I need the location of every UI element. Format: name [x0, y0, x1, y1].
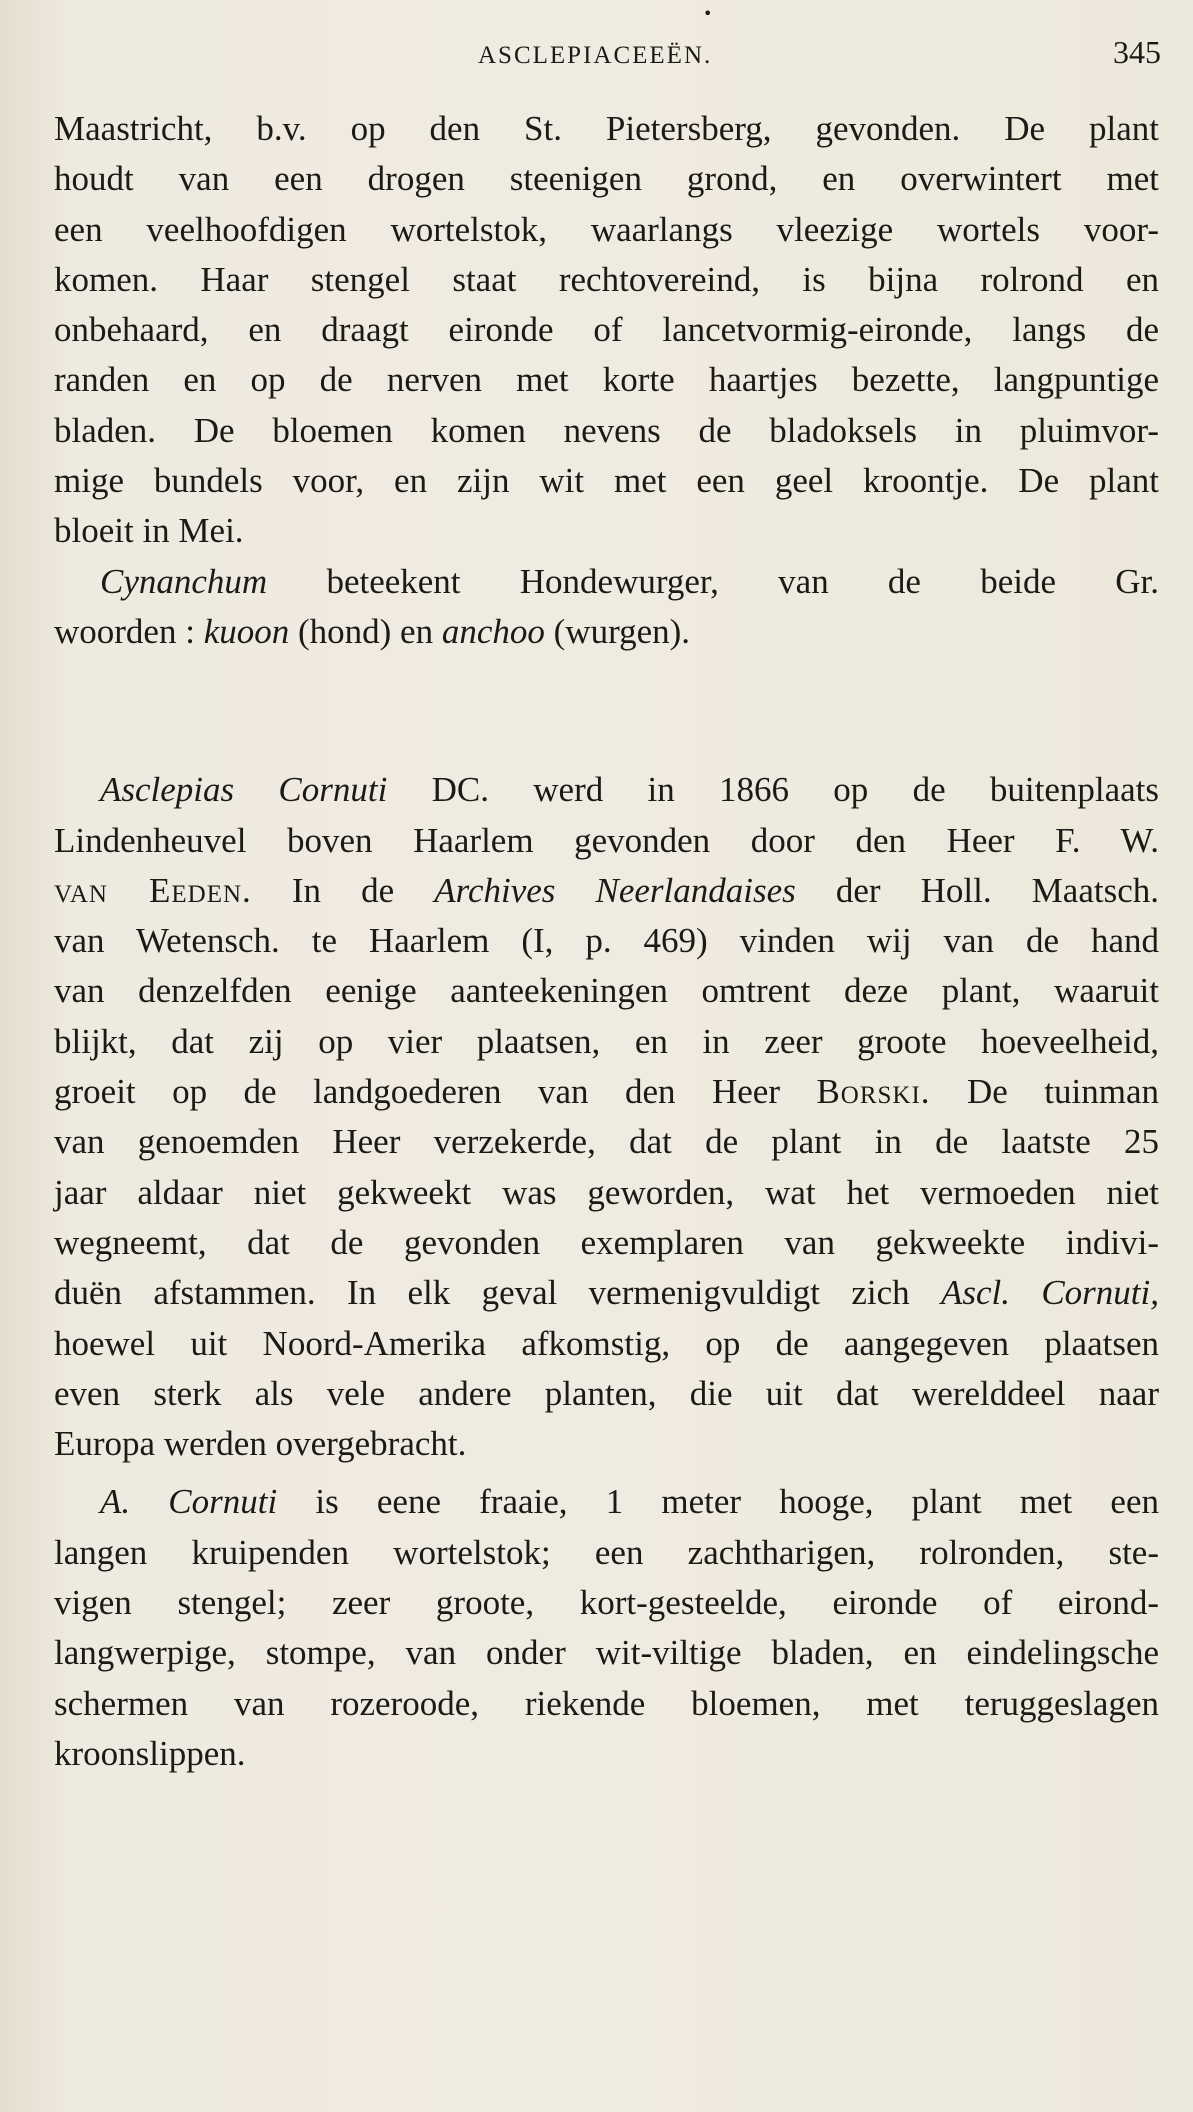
text-line — [54, 866, 1159, 916]
text-span: woorden : — [54, 611, 204, 651]
text-line: houdt van een drogen steenigen grond, en overwintert met — [54, 159, 1159, 199]
text-line: bladen. De bloemen komen nevens de bladoksels in pluimvor- — [54, 410, 1159, 450]
section-gap — [54, 657, 1159, 765]
journal-title: Archives Neerlandaises — [434, 870, 796, 910]
paragraph-2 — [54, 557, 1159, 658]
paragraph-3 — [54, 765, 1159, 1469]
text-line: onbehaard, en draagt eironde of lancetvormig-eironde, langs de — [54, 310, 1159, 350]
text-line: vigen stengel; zeer groote, kort-gesteelde, eironde of eirond- — [54, 1583, 1159, 1623]
text-span: duën afstammen. In elk geval vermenigvuldigt zich — [54, 1273, 941, 1313]
text-line: blijkt, dat zij op vier plaatsen, en in zeer groote hoeveelheid, — [54, 1021, 1159, 1061]
greek-word: kuoon — [203, 611, 290, 651]
text-span: is eene fraaie, 1 meter hooge, plant met een — [277, 1482, 1159, 1522]
text-line: wegneemt, dat de gevonden exemplaren van gekweekte indivi- — [54, 1222, 1159, 1262]
text-span: (hond) en — [289, 611, 442, 651]
text-span: (wurgen). — [544, 611, 691, 651]
text-line: bloeit in Mei. — [54, 511, 244, 551]
genus-name: Cynanchum — [100, 561, 268, 601]
person-name: van Eeden. — [54, 870, 252, 910]
text-line: langen kruipenden wortelstok; een zachtharigen, rolronden, ste- — [54, 1532, 1159, 1572]
person-name: Borski. — [816, 1072, 931, 1112]
text-span: der Holl. Maatsch. — [795, 870, 1159, 910]
text-line — [54, 1268, 1159, 1318]
page-header — [0, 4, 1193, 74]
species-name: Ascl. Cornuti, — [940, 1273, 1159, 1313]
text-line: langwerpige, stompe, van onder wit-viltige bladen, en eindelingsche — [54, 1633, 1159, 1673]
species-name: Asclepias Cornuti — [100, 770, 388, 810]
text-line — [54, 765, 1159, 815]
text-line: schermen van rozeroode, riekende bloemen, met teruggeslagen — [54, 1683, 1159, 1723]
text-span: De tuinman — [930, 1072, 1159, 1112]
text-line: komen. Haar stengel staat rechtovereind, is bijna rolrond en — [54, 259, 1159, 299]
species-name: A. Cornuti — [100, 1482, 278, 1522]
text-line: kroonslippen. — [54, 1733, 246, 1773]
paragraph-1 — [54, 104, 1159, 557]
paragraph-4 — [54, 1477, 1159, 1779]
text-line: van Wetensch. te Haarlem (I, p. 469) vinden wij van de hand — [54, 921, 1159, 961]
greek-word: anchoo — [441, 611, 545, 651]
text-line — [54, 557, 1159, 607]
text-span: DC. werd in 1866 op de buitenplaats — [387, 770, 1160, 810]
running-title: ASCLEPIACEEËN. — [478, 42, 713, 69]
text-line: even sterk als vele andere planten, die uit dat werelddeel naar — [54, 1373, 1159, 1413]
text-span: groeit op de landgoederen van den Heer — [54, 1072, 817, 1112]
text-line: Lindenheuvel boven Haarlem gevonden door den Heer F. W. — [54, 820, 1159, 860]
ink-dot: • — [703, 4, 713, 23]
text-span: In de — [251, 870, 435, 910]
text-line — [54, 1067, 1159, 1117]
text-line — [54, 1477, 1159, 1527]
text-line: van denzelfden eenige aanteekeningen omtrent deze plant, waaruit — [54, 971, 1159, 1011]
text-line: een veelhoofdigen wortelstok, waarlangs vleezige wortels voor- — [54, 209, 1159, 249]
page-body — [54, 104, 1159, 1779]
paragraph-gap — [54, 1469, 1159, 1477]
text-line — [54, 607, 1159, 657]
text-line: hoewel uit Noord-Amerika afkomstig, op de aangegeven plaatsen — [54, 1323, 1159, 1363]
text-span: beteekent Hondewurger, van de beide Gr. — [267, 561, 1159, 601]
text-line: randen en op de nerven met korte haartjes bezette, langpuntige — [54, 360, 1159, 400]
text-line: Maastricht, b.v. op den St. Pietersberg, gevonden. De plant — [54, 109, 1159, 148]
page-number: 345 — [1113, 34, 1161, 70]
text-line: mige bundels voor, en zijn wit met een geel kroontje. De plant — [54, 461, 1159, 501]
text-line: van genoemden Heer verzekerde, dat de plant in de laatste 25 — [54, 1122, 1159, 1162]
text-line: Europa werden overgebracht. — [54, 1424, 467, 1464]
text-line: jaar aldaar niet gekweekt was geworden, wat het vermoeden niet — [54, 1172, 1159, 1212]
